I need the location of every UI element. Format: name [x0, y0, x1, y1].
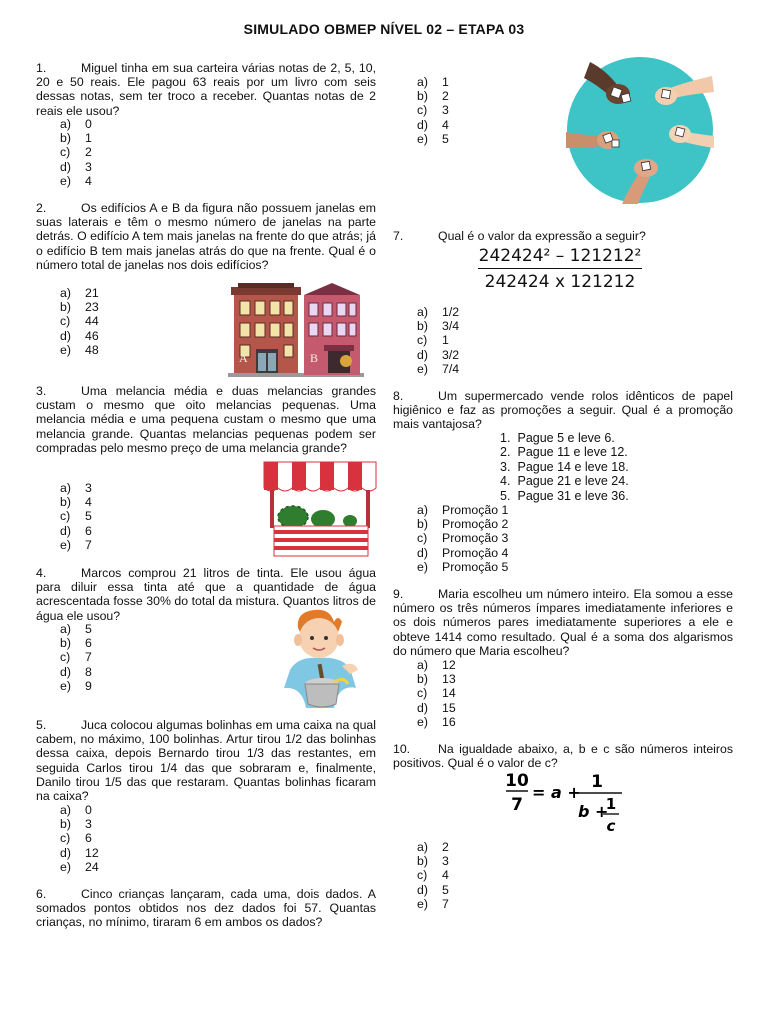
expression-fraction [478, 245, 642, 293]
svg-text:1: 1 [591, 772, 603, 792]
expression-numerator: 242424² – 121212² [478, 246, 642, 266]
svg-text:1: 1 [605, 795, 617, 813]
svg-text:b +: b + [578, 802, 609, 821]
continued-fraction-equation [500, 768, 630, 838]
buildings-illustration [228, 283, 364, 377]
option[interactable]: c) 44 [60, 314, 99, 329]
question-1: 1. Miguel tinha em sua carteira várias notas de 2, 5, 10, 20 e 50 reais. Ele pagou 63 reais por um livro com seis dessas notas, sem ter troco a receber. Quantas notas de 2 reais ele usou? [36, 61, 376, 118]
promotions-list [500, 431, 629, 503]
promotion-item: 1. Pague 5 e leve 6. [500, 431, 615, 445]
boy-mixing-paint-illustration [278, 608, 366, 710]
question-1-options [36, 117, 92, 188]
question-5-options [36, 803, 99, 874]
option[interactable]: a) 1/2 [417, 305, 460, 319]
option[interactable]: d) 4 [417, 117, 449, 132]
question-4: 4. Marcos comprou 21 litros de tinta. Ele usou água para diluir essa tinta até que a quantidade de água acrescentada fosse 30% do total da mistura. Quantos litros de água ele usou? [36, 566, 376, 623]
question-text: Um supermercado vende rolos idênticos de papel higiênico e faz as promoções a seguir. Qual é a promoção mais vantajosa? [393, 389, 733, 432]
option[interactable]: b) Promoção 2 [417, 517, 509, 532]
option[interactable]: e) 24 [60, 859, 99, 874]
option[interactable]: a) 0 [60, 803, 92, 817]
option[interactable]: b) 2 [417, 89, 449, 104]
option[interactable]: a) 2 [417, 840, 449, 854]
svg-text:c: c [606, 817, 616, 835]
option[interactable]: d) 12 [60, 845, 99, 860]
option[interactable]: a) Promoção 1 [417, 503, 509, 517]
option[interactable]: c) 7 [60, 650, 92, 665]
expression-denominator: 242424 x 121212 [484, 272, 636, 292]
question-9: 9. Maria escolheu um número inteiro. Ela somou a esse número os três números ímpares imediatamente inferiores e os dois números pares imediatamente superiores a ele e obteve 1414 como resultado. Qual é a soma dos algarismos do número que Maria escolheu? [393, 587, 733, 658]
question-7-options [393, 305, 459, 376]
dice-hands-illustration [566, 56, 714, 204]
svg-text:7: 7 [511, 795, 523, 815]
option[interactable]: b) 4 [60, 495, 92, 510]
option[interactable]: d) 3/2 [417, 347, 460, 362]
option[interactable]: e) 7 [60, 537, 92, 552]
question-8: 8. Um supermercado vende rolos idênticos de papel higiênico e faz as promoções a seguir. Qual é a promoção mais vantajosa? [393, 389, 733, 432]
option[interactable]: b) 6 [60, 636, 92, 651]
promotion-item: 2. Pague 11 e leve 12. [500, 445, 628, 460]
question-text: Os edifícios A e B da figura não possuem janelas em suas laterais e têm o mesmo número de janelas na parte detrás. O edifício A tem mais janelas na frente do que atrás; já o edifício B tem mais janelas atrás do que na frente. Qual é o número total de janelas nos dois edifícios? [36, 201, 376, 272]
question-text: Qual é o valor da expressão a seguir? [438, 229, 646, 243]
option[interactable]: e) Promoção 5 [417, 559, 509, 574]
svg-text:10: 10 [505, 771, 529, 791]
option[interactable]: e) 48 [60, 342, 99, 357]
option[interactable]: e) 16 [417, 714, 456, 729]
question-text: Cinco crianças lançaram, cada uma, dois dados. A somados pontos obtidos nos dez dados foi 57. Quantas crianças, no mínimo, tiraram 6 em ambos os dados? [36, 887, 376, 930]
option[interactable]: d) Promoção 4 [417, 545, 509, 560]
option[interactable]: e) 7 [417, 896, 449, 911]
option[interactable]: a) 3 [60, 481, 92, 495]
option[interactable]: a) 5 [60, 622, 92, 636]
question-text: Juca colocou algumas bolinhas em uma caixa na qual cabem, no máximo, 100 bolinhas. Artur tirou 1/2 das bolinhas dessa caixa, depois Bernardo tirou 1/3 das restantes, em seguida Carlos tirou 1/4 das que sobraram e, finalmente, Danilo tirou 1/5 das que restaram. Quantas bolinhas ficaram na caixa? [36, 718, 376, 804]
question-10: 10. Na igualdade abaixo, a, b e c são números inteiros positivos. Qual é o valor de c? [393, 742, 733, 771]
option[interactable]: d) 5 [417, 882, 449, 897]
question-9-options [393, 658, 456, 729]
question-2-options [36, 286, 99, 357]
option[interactable]: b) 3 [417, 854, 449, 869]
question-2: 2. Os edifícios A e B da figura não possuem janelas em suas laterais e têm o mesmo número de janelas na parte detrás. O edifício A tem mais janelas na frente do que atrás; já o edifício B tem mais janelas atrás do que na frente. Qual é o número total de janelas nos dois edifícios? [36, 201, 376, 272]
option[interactable]: e) 7/4 [417, 361, 460, 376]
option[interactable]: c) Promoção 3 [417, 531, 509, 546]
promotion-item: 3. Pague 14 e leve 18. [500, 459, 629, 474]
option[interactable]: d) 15 [417, 700, 456, 715]
question-10-options [393, 840, 449, 911]
question-3: 3. Uma melancia média e duas melancias grandes custam o mesmo que oito melancias pequenas. Uma melancia média e uma pequena custam o mesmo que uma melancia grande. Quantas melancias pequenas podem ser compradas pelo mesmo preço de uma melancia grande? [36, 384, 376, 455]
option[interactable]: c) 14 [417, 686, 456, 701]
option[interactable]: e) 9 [60, 678, 92, 693]
question-8-options [393, 503, 508, 574]
watermelon-stand-illustration [262, 460, 378, 557]
question-6: 6. Cinco crianças lançaram, cada uma, dois dados. A somados pontos obtidos nos dez dados foi 57. Quantas crianças, no mínimo, tiraram 6 em ambos os dados? [36, 887, 376, 930]
option[interactable]: b) 13 [417, 672, 456, 687]
option[interactable]: c) 4 [417, 868, 449, 883]
option[interactable]: d) 8 [60, 664, 92, 679]
promotion-item: 4. Pague 21 e leve 24. [500, 474, 629, 489]
option[interactable]: b) 23 [60, 300, 99, 315]
question-4-options [36, 622, 92, 693]
question-text: Na igualdade abaixo, a, b e c são números inteiros positivos. Qual é o valor de c? [393, 742, 733, 771]
option[interactable]: a) 0 [60, 117, 92, 131]
option[interactable]: b) 1 [60, 131, 92, 146]
question-6-options [393, 75, 449, 146]
question-5: 5. Juca colocou algumas bolinhas em uma caixa na qual cabem, no máximo, 100 bolinhas. Artur tirou 1/2 das bolinhas dessa caixa, depois Bernardo tirou 1/3 das restantes, em seguida Carlos tirou 1/4 das que sobraram e, finalmente, Danilo tirou 1/5 das que restaram. Quantas bolinhas ficaram na caixa? [36, 718, 376, 804]
question-text: Maria escolheu um número inteiro. Ela somou a esse número os três números ímpares imediatamente inferiores e os dois números pares imediatamente superiores a ele e obteve 1414 como resultado. Qual é a soma dos algarismos do número que Maria escolheu? [393, 587, 733, 658]
option[interactable]: a) 21 [60, 286, 99, 300]
option[interactable]: b) 3 [60, 817, 92, 832]
option[interactable]: e) 4 [60, 173, 92, 188]
option[interactable]: d) 3 [60, 159, 92, 174]
question-7: 7. Qual é o valor da expressão a seguir? [393, 229, 646, 243]
question-3-options [36, 481, 92, 552]
option[interactable]: c) 3 [417, 103, 449, 118]
promotion-item: 5. Pague 31 e leve 36. [500, 488, 629, 503]
option[interactable]: a) 12 [417, 658, 456, 672]
page-title: SIMULADO OBMEP NÍVEL 02 – ETAPA 03 [243, 21, 525, 37]
question-text: Miguel tinha em sua carteira várias notas de 2, 5, 10, 20 e 50 reais. Ele pagou 63 reais por um livro com seis dessas notas, sem ter troco a receber. Quantas notas de 2 reais ele usou? [36, 61, 376, 118]
option[interactable]: c) 6 [60, 831, 92, 846]
option[interactable]: e) 5 [417, 131, 449, 146]
option[interactable]: c) 5 [60, 509, 92, 524]
building-label-b: B [310, 351, 319, 365]
option[interactable]: d) 6 [60, 523, 92, 538]
question-text: Uma melancia média e duas melancias grandes custam o mesmo que oito melancias pequenas. Uma melancia média e uma pequena custam o mesmo que uma melancia grande. Quantas melancias pequenas podem ser compradas pelo mesmo preço de uma melancia grande? [36, 384, 376, 455]
option[interactable]: c) 1 [417, 333, 449, 348]
option[interactable]: d) 46 [60, 328, 99, 343]
option[interactable]: a) 1 [417, 75, 449, 89]
question-text: Marcos comprou 21 litros de tinta. Ele usou água para diluir essa tinta até que a quantidade de água acrescentada fosse 30% do total da mistura. Quantos litros de água ele usou? [36, 566, 376, 623]
option[interactable]: b) 3/4 [417, 319, 460, 334]
option[interactable]: c) 2 [60, 145, 92, 160]
svg-text:= a +: = a + [532, 783, 581, 802]
building-label-a: A [239, 351, 248, 365]
